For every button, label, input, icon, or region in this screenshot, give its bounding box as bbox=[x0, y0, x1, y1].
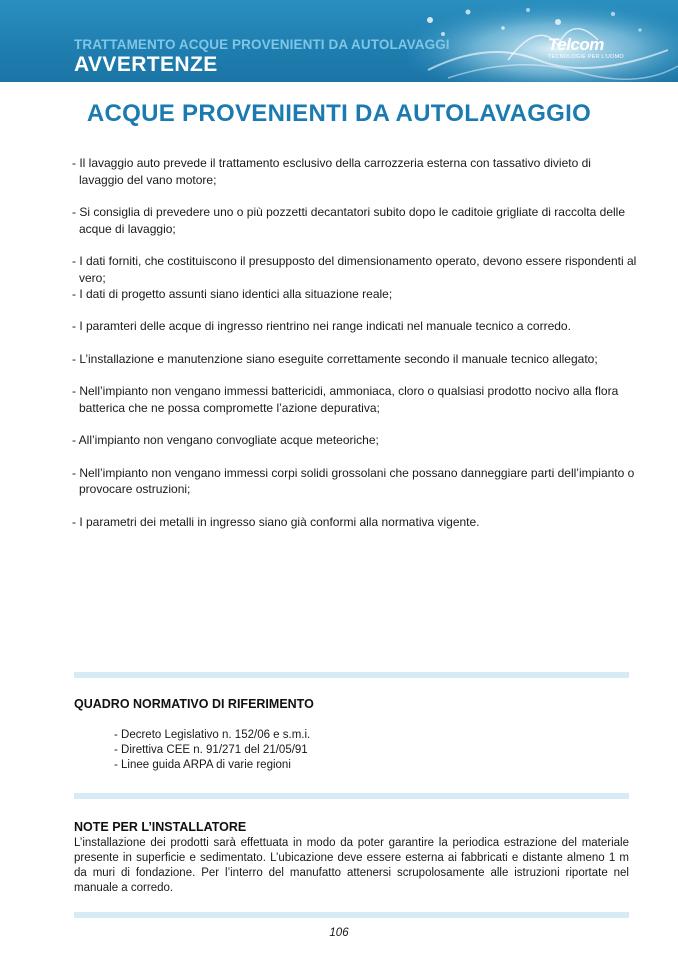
installer-notes-heading: NOTE PER L’INSTALLATORE bbox=[74, 820, 247, 834]
list-item: - Linee guida ARPA di varie regioni bbox=[114, 759, 291, 771]
list-item: - Il lavaggio auto prevede il trattamento esclusivo della carrozzeria esterna con tassativo divieto di lavaggio del vano motore; bbox=[72, 156, 591, 187]
section-divider bbox=[74, 912, 629, 918]
list-item: - Nell’impianto non vengano immessi corpi solidi grossolani che possano danneggiare parti dell’impianto o provocare ostruzioni; bbox=[72, 465, 635, 496]
list-item: - Si consiglia di prevedere uno o più pozzetti decantatori subito dopo le caditoie grigliate di raccolta delle acque di lavaggio; bbox=[72, 205, 626, 236]
list-item: - L’installazione e manutenzione siano eseguite correttamente secondo il manuale tecnico allegato; bbox=[72, 351, 598, 366]
page-header bbox=[0, 0, 678, 82]
page-title: ACQUE PROVENIENTI DA AUTOLAVAGGIO bbox=[86, 100, 592, 127]
section-divider bbox=[74, 793, 629, 799]
header-title: AVVERTENZE bbox=[74, 53, 218, 76]
list-item: - I dati forniti, che costituiscono il presupposto del dimensionamento operato, devono essere rispondenti al vero; bbox=[72, 254, 637, 285]
header-subtitle: TRATTAMENTO ACQUE PROVENIENTI DA AUTOLAVAGGI bbox=[74, 37, 450, 52]
logo-tagline: TECNOLOGIE PER L'UOMO bbox=[548, 54, 624, 60]
installer-notes-text: L’installazione dei prodotti sarà effettuata in modo da poter garantire la periodica estrazione del materiale presente in superficie e sedimentato. L’ubicazione deve essere esterna ai fabbricati e distante almeno 1 m da muri di fondazione. Per l’interro del manufatto attenersi scrupolosamente alle istruzioni riportate nel manuale a corredo. bbox=[74, 837, 629, 894]
list-item: - Direttiva CEE n. 91/271 del 21/05/91 bbox=[114, 744, 308, 756]
company-logo bbox=[548, 36, 640, 62]
list-item: - I parametri dei metalli in ingresso siano già conformi alla normativa vigente. bbox=[72, 514, 480, 529]
normative-list bbox=[114, 728, 310, 773]
warnings-list bbox=[72, 155, 637, 531]
list-item: - I paramteri delle acque di ingresso rientrino nei range indicati nel manuale tecnico a corredo. bbox=[72, 319, 571, 333]
section-divider bbox=[74, 672, 629, 678]
list-item: - Nell’impianto non vengano immessi battericidi, ammoniaca, cloro o qualsiasi prodotto nocivo alla flora batterica che ne possa compromette l’azione depurativa; bbox=[72, 384, 619, 415]
page-number: 106 bbox=[329, 927, 349, 939]
list-item: - I dati di progetto assunti siano identici alla situazione reale; bbox=[72, 286, 393, 301]
list-item: - Decreto Legislativo n. 152/06 e s.m.i. bbox=[114, 729, 311, 741]
logo-brand: Telcom bbox=[548, 35, 604, 54]
list-item: - All’impianto non vengano convogliate acque meteoriche; bbox=[72, 433, 379, 447]
normative-heading: QUADRO NORMATIVO DI RIFERIMENTO bbox=[74, 697, 314, 711]
